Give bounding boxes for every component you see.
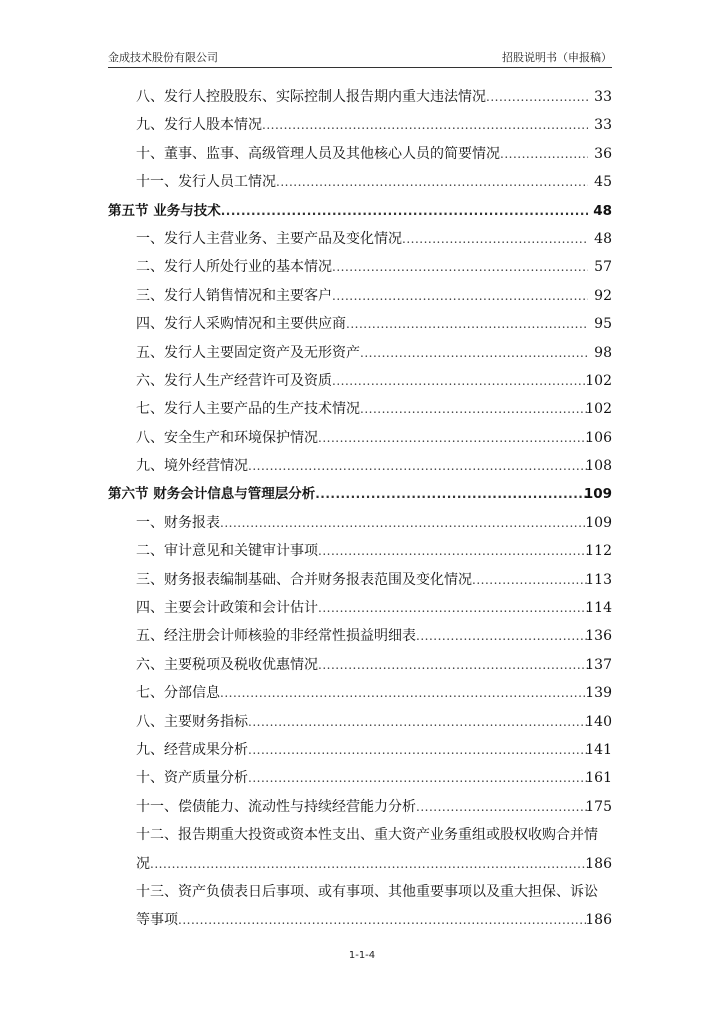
toc-entry-page: 109	[585, 514, 612, 531]
toc-entry-page: 113	[585, 571, 612, 588]
toc-entry[interactable]	[108, 736, 612, 764]
document-title: 招股说明书（申报稿）	[502, 51, 612, 64]
toc-entry-title: 七、发行人主要产品的生产技术情况	[136, 401, 360, 418]
toc-entry-page: 175	[585, 798, 612, 815]
toc-entry-page: 137	[585, 656, 612, 673]
company-name: 金成技术股份有限公司	[108, 51, 218, 64]
header-rule	[108, 67, 612, 68]
toc-entry-title: 一、财务报表	[136, 514, 220, 531]
toc-entry[interactable]	[108, 424, 612, 452]
toc-entry-title: 二、审计意见和关键审计事项	[136, 543, 318, 560]
toc-entry[interactable]	[108, 566, 612, 594]
toc-entry-title: 四、主要会计政策和会计估计	[136, 600, 318, 617]
toc-entry-title: 九、经营成果分析	[136, 741, 248, 758]
dot-leader	[416, 622, 588, 650]
toc-entry-page: 48	[594, 230, 612, 247]
dot-leader	[318, 651, 588, 679]
dot-leader	[318, 537, 588, 565]
toc-entry-page: 33	[594, 89, 612, 105]
dot-leader	[276, 168, 588, 196]
toc-entry-page: 95	[594, 316, 612, 333]
toc-entry-page: 92	[594, 287, 612, 304]
toc-entry-title: 等事项	[136, 912, 178, 929]
dot-leader	[416, 793, 588, 821]
toc-entry[interactable]	[108, 310, 612, 338]
toc-entry-title: 四、发行人采购情况和主要供应商	[136, 316, 346, 333]
toc-entry-title: 十二、报告期重大投资或资本性支出、重大资产业务重组或股权收购合并情	[136, 827, 598, 844]
toc-entry[interactable]	[108, 83, 612, 111]
toc-entry[interactable]	[108, 339, 612, 367]
toc-entry[interactable]	[108, 878, 612, 906]
dot-leader	[150, 850, 588, 878]
dot-leader	[220, 679, 588, 707]
toc-entry[interactable]	[108, 111, 612, 139]
dot-leader	[500, 140, 588, 168]
toc-entry-page: 98	[594, 344, 612, 361]
toc-entry-page: 139	[585, 685, 612, 702]
toc-entry-title: 十、资产质量分析	[136, 770, 248, 787]
toc-section-entry[interactable]	[108, 197, 612, 225]
toc-entry-title: 五、发行人主要固定资产及无形资产	[136, 344, 360, 361]
dot-leader	[178, 906, 588, 934]
toc-entry-title: 十三、资产负债表日后事项、或有事项、其他重要事项以及重大担保、诉讼	[136, 883, 598, 900]
dot-leader	[402, 225, 588, 253]
dot-leader	[248, 452, 588, 480]
toc-entry-title: 况	[136, 855, 150, 872]
dot-leader	[346, 310, 588, 338]
dot-leader	[486, 83, 588, 111]
toc-entry-title: 六、主要税项及税收优惠情况	[136, 656, 318, 673]
toc-entry[interactable]	[108, 452, 612, 480]
toc-entry-title: 二、发行人所处行业的基本情况	[136, 259, 332, 276]
toc-entry-page: 36	[594, 145, 612, 162]
toc-entry-title: 三、发行人销售情况和主要客户	[136, 287, 332, 304]
toc-entry-title: 八、发行人控股股东、实际控制人报告期内重大违法情况	[136, 89, 486, 105]
toc-entry[interactable]	[108, 793, 612, 821]
toc-entry-page: 136	[585, 628, 612, 645]
toc-entry-page: 161	[585, 770, 612, 787]
toc-entry[interactable]	[108, 651, 612, 679]
dot-leader	[332, 367, 588, 395]
toc-entry-title: 第五节 业务与技术	[108, 202, 221, 219]
toc-entry-page: 108	[585, 458, 612, 475]
toc-entry-page: 186	[585, 855, 612, 872]
dot-leader	[262, 111, 588, 139]
toc-entry-page: 114	[585, 600, 612, 617]
dot-leader	[360, 339, 588, 367]
toc-entry-title: 一、发行人主营业务、主要产品及变化情况	[136, 230, 402, 247]
toc-entry[interactable]	[108, 367, 612, 395]
toc-entry[interactable]	[108, 679, 612, 707]
table-of-contents	[108, 83, 612, 935]
dot-leader	[318, 594, 588, 622]
dot-leader	[221, 197, 588, 225]
toc-entry-title: 十、董事、监事、高级管理人员及其他核心人员的简要情况	[136, 145, 500, 162]
toc-entry[interactable]	[108, 821, 612, 849]
dot-leader	[248, 764, 588, 792]
toc-entry-page: 106	[585, 429, 612, 446]
dot-leader	[220, 509, 588, 537]
dot-leader	[318, 424, 588, 452]
toc-entry[interactable]	[108, 850, 612, 878]
toc-entry-title: 十一、发行人员工情况	[136, 174, 276, 191]
toc-entry[interactable]	[108, 906, 612, 934]
page-number: 1-1-4	[348, 950, 376, 961]
toc-entry-title: 三、财务报表编制基础、合并财务报表范围及变化情况	[136, 571, 472, 588]
toc-entry-page: 141	[585, 741, 612, 758]
toc-entry[interactable]	[108, 395, 612, 423]
toc-entry-page: 33	[594, 117, 612, 134]
toc-entry-title: 六、发行人生产经营许可及资质	[136, 372, 332, 389]
dot-leader	[360, 395, 588, 423]
dot-leader	[315, 480, 588, 508]
toc-entry[interactable]	[108, 708, 612, 736]
toc-entry-title: 第六节 财务会计信息与管理层分析	[108, 486, 316, 503]
toc-entry-title: 五、经注册会计师核验的非经常性损益明细表	[136, 628, 416, 645]
toc-entry-page: 48	[593, 202, 612, 219]
dot-leader	[332, 282, 588, 310]
toc-entry-page: 140	[585, 713, 612, 730]
toc-entry[interactable]	[108, 594, 612, 622]
toc-entry[interactable]	[108, 509, 612, 537]
dot-leader	[472, 566, 588, 594]
page-header	[108, 46, 612, 66]
toc-entry-page: 102	[585, 401, 612, 418]
toc-entry-page: 112	[585, 543, 612, 560]
toc-entry[interactable]	[108, 168, 612, 196]
toc-entry-page: 102	[585, 372, 612, 389]
dot-leader	[248, 736, 588, 764]
toc-entry-title: 八、安全生产和环境保护情况	[136, 429, 318, 446]
toc-entry-title: 十一、偿债能力、流动性与持续经营能力分析	[136, 798, 416, 815]
toc-entry[interactable]	[108, 225, 612, 253]
toc-entry[interactable]	[108, 537, 612, 565]
toc-entry-title: 九、发行人股本情况	[136, 117, 262, 134]
toc-entry-page: 186	[585, 912, 612, 929]
dot-leader	[332, 253, 588, 281]
toc-entry-page: 57	[594, 259, 612, 276]
toc-entry[interactable]	[108, 282, 612, 310]
toc-entry[interactable]	[108, 764, 612, 792]
toc-section-entry[interactable]	[108, 480, 612, 508]
toc-entry-title: 八、主要财务指标	[136, 713, 248, 730]
toc-entry-page: 45	[594, 174, 612, 191]
toc-entry[interactable]	[108, 622, 612, 650]
toc-entry[interactable]	[108, 253, 612, 281]
toc-entry-page: 109	[583, 486, 612, 503]
toc-entry-title: 七、分部信息	[136, 685, 220, 702]
toc-entry-title: 九、境外经营情况	[136, 458, 248, 475]
toc-entry[interactable]	[108, 140, 612, 168]
dot-leader	[248, 708, 588, 736]
